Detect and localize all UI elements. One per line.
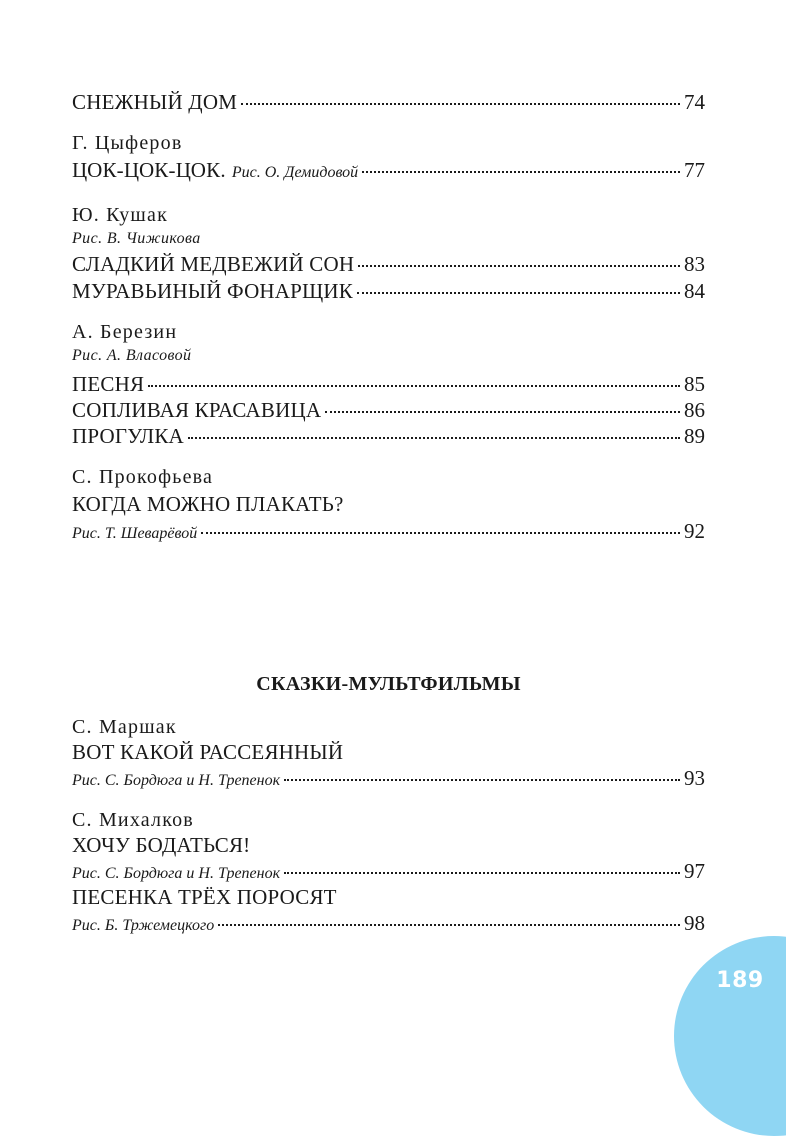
entry-page: 97 xyxy=(684,859,705,883)
entry-page: 89 xyxy=(684,424,705,448)
illustrator-label: Рис. В. Чижикова xyxy=(72,230,201,247)
entry-title: СЛАДКИЙ МЕДВЕЖИЙ СОН xyxy=(72,252,355,276)
author-name xyxy=(72,132,705,160)
entry-page: 74 xyxy=(684,90,705,114)
entry-page: 92 xyxy=(684,519,705,543)
author-label: С. Прокофьева xyxy=(72,466,214,488)
entry-title: ЦОК-ЦОК-ЦОК. xyxy=(72,158,226,182)
dot-leader xyxy=(358,265,680,267)
entry-title: ПЕСНЯ xyxy=(72,372,145,396)
dot-leader xyxy=(357,292,680,294)
toc-entry[interactable] xyxy=(72,252,705,280)
entry-illustrator: Рис. Т. Шеварёвой xyxy=(72,525,198,542)
entry-page: 83 xyxy=(684,252,705,276)
illustrator-credit xyxy=(72,347,705,375)
entry-title: СОПЛИВАЯ КРАСАВИЦА xyxy=(72,398,322,422)
dot-leader xyxy=(201,532,680,534)
toc-entry-title[interactable] xyxy=(72,740,705,768)
toc-entry[interactable] xyxy=(72,424,705,452)
dot-leader xyxy=(241,103,680,105)
toc-entry-title[interactable] xyxy=(72,492,705,520)
toc-entry[interactable] xyxy=(72,279,705,307)
dot-leader xyxy=(284,872,680,874)
entry-page: 84 xyxy=(684,279,705,303)
entry-title: ПРОГУЛКА xyxy=(72,424,184,448)
dot-leader xyxy=(218,924,680,926)
author-name xyxy=(72,466,705,494)
toc-entry[interactable] xyxy=(72,398,705,426)
entry-title: СНЕЖНЫЙ ДОМ xyxy=(72,90,238,114)
author-name xyxy=(72,204,705,232)
entry-page: 98 xyxy=(684,911,705,935)
entry-page: 85 xyxy=(684,372,705,396)
toc-entry[interactable] xyxy=(72,859,705,887)
toc-entry[interactable] xyxy=(72,766,705,794)
illustrator-label: Рис. А. Власовой xyxy=(72,347,192,364)
entry-illustrator: Рис. О. Демидовой xyxy=(231,164,359,181)
entry-title: ХОЧУ БОДАТЬСЯ! xyxy=(72,833,251,857)
section-heading: СКАЗКИ-МУЛЬТФИЛЬМЫ xyxy=(256,673,521,695)
author-label: А. Березин xyxy=(72,321,178,343)
author-name xyxy=(72,321,705,349)
entry-page: 77 xyxy=(684,158,705,182)
toc-entry-title[interactable] xyxy=(72,885,705,913)
author-label: Г. Цыферов xyxy=(72,132,183,154)
author-label: Ю. Кушак xyxy=(72,204,168,226)
table-of-contents xyxy=(72,0,705,1048)
entry-title: МУРАВЬИНЫЙ ФОНАРЩИК xyxy=(72,279,354,303)
dot-leader xyxy=(362,171,680,173)
entry-title: ПЕСЕНКА ТРЁХ ПОРОСЯТ xyxy=(72,885,337,909)
author-label: С. Михалков xyxy=(72,809,194,831)
entry-illustrator: Рис. С. Бордюга и Н. Трепенок xyxy=(72,865,281,882)
toc-entry[interactable] xyxy=(72,372,705,400)
dot-leader xyxy=(148,385,680,387)
toc-entry[interactable] xyxy=(72,90,705,118)
dot-leader xyxy=(284,779,680,781)
toc-entry-title[interactable] xyxy=(72,833,705,861)
toc-entry[interactable] xyxy=(72,519,705,547)
entry-illustrator: Рис. Б. Тржемецкого xyxy=(72,917,215,934)
entry-title: ВОТ КАКОЙ РАССЕЯННЫЙ xyxy=(72,740,344,764)
author-label: С. Маршак xyxy=(72,716,177,738)
entry-illustrator: Рис. С. Бордюга и Н. Трепенок xyxy=(72,772,281,789)
toc-entry[interactable] xyxy=(72,158,705,186)
entry-title: КОГДА МОЖНО ПЛАКАТЬ? xyxy=(72,492,344,516)
page-number: 189 xyxy=(716,968,764,993)
entry-page: 86 xyxy=(684,398,705,422)
toc-entry[interactable] xyxy=(72,911,705,939)
dot-leader xyxy=(325,411,680,413)
entry-page: 93 xyxy=(684,766,705,790)
dot-leader xyxy=(188,437,680,439)
